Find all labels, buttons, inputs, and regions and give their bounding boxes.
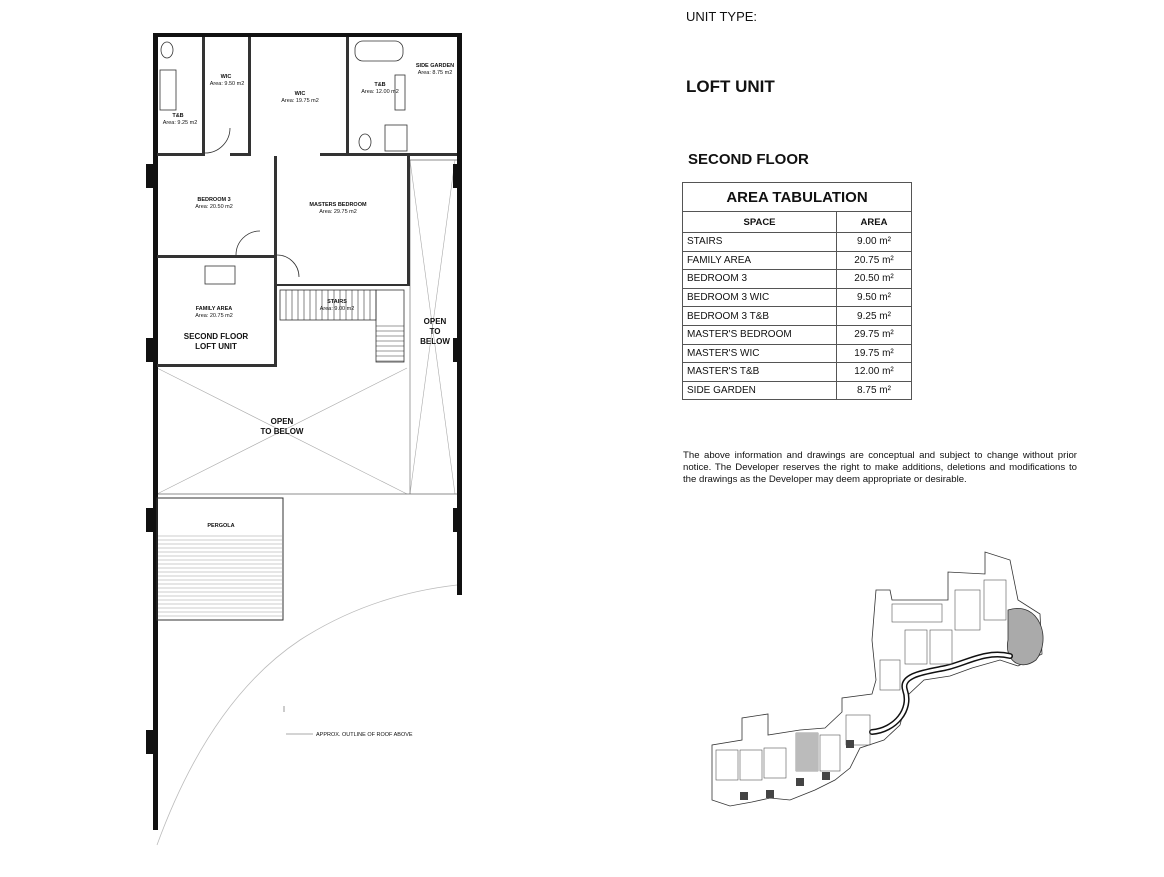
unit-type-label: UNIT TYPE: [686,9,758,24]
label-pergola: PERGOLA [207,523,235,529]
label-wic-small: WIC [220,74,232,80]
label-tb-master-area: Area: 12.00 m2 [361,89,399,95]
label-tb-master: T&B [374,82,386,88]
floor-name: SECOND FLOOR [688,151,809,168]
unit-name: LOFT UNIT [686,77,775,96]
label-wic-master: WIC [294,91,306,97]
label-family-area: FAMILY AREA [195,306,233,312]
area-cell: 9.25 m² [837,307,912,326]
open-below-side-1: OPEN [423,317,447,326]
space-cell: STAIRS [683,233,837,252]
space-cell: MASTER'S T&B [683,363,837,382]
area-cell: 20.50 m² [837,270,912,289]
column-header-space: SPACE [683,212,837,233]
label-masters-bedroom: MASTERS BEDROOM [309,202,367,208]
column-header-area: AREA [837,212,912,233]
plan-title-line2: LOFT UNIT [195,342,237,351]
area-cell: 9.50 m² [837,288,912,307]
area-cell: 9.00 m² [837,233,912,252]
area-cell: 19.75 m² [837,344,912,363]
label-tb-small-area: Area: 9.25 m2 [162,120,198,126]
open-below-main-1: OPEN [270,417,294,426]
space-cell: SIDE GARDEN [683,381,837,400]
label-side-garden-area: Area: 8.75 m2 [417,70,453,76]
plan-title-line1: SECOND FLOOR [183,332,249,341]
space-cell: FAMILY AREA [683,251,837,270]
area-cell: 20.75 m² [837,251,912,270]
area-cell: 12.00 m² [837,363,912,382]
space-cell: BEDROOM 3 WIC [683,288,837,307]
open-below-main-2: TO BELOW [260,427,304,436]
area-cell: 29.75 m² [837,325,912,344]
area-table-title: AREA TABULATION [683,183,912,212]
label-wic-master-area: Area: 19.75 m2 [281,98,319,104]
label-family-area-area: Area: 20.75 m2 [195,313,233,319]
label-tb-small: T&B [172,113,184,119]
label-stairs-area: Area: 9.00 m2 [319,306,355,312]
space-cell: BEDROOM 3 T&B [683,307,837,326]
open-below-side-2: TO [429,327,441,336]
label-bedroom3: BEDROOM 3 [197,197,231,203]
space-cell: MASTER'S WIC [683,344,837,363]
open-below-side-3: BELOW [420,337,450,346]
roof-outline-note: APPROX. OUTLINE OF ROOF ABOVE [316,732,413,738]
space-cell: MASTER'S BEDROOM [683,325,837,344]
disclaimer-text: The above information and drawings are conceptual and subject to change without prior notice. The Developer reserves the right to make additions, deletions and modifications to the drawings as the Developer may deem appropriate or desirable. [683,450,1077,485]
label-wic-small-area: Area: 9.50 m2 [209,81,245,87]
space-cell: BEDROOM 3 [683,270,837,289]
label-stairs: STAIRS [327,299,347,305]
label-side-garden: SIDE GARDEN [415,63,455,69]
label-masters-bedroom-area: Area: 29.75 m2 [319,209,357,215]
area-cell: 8.75 m² [837,381,912,400]
label-bedroom3-area: Area: 20.50 m2 [195,204,233,210]
